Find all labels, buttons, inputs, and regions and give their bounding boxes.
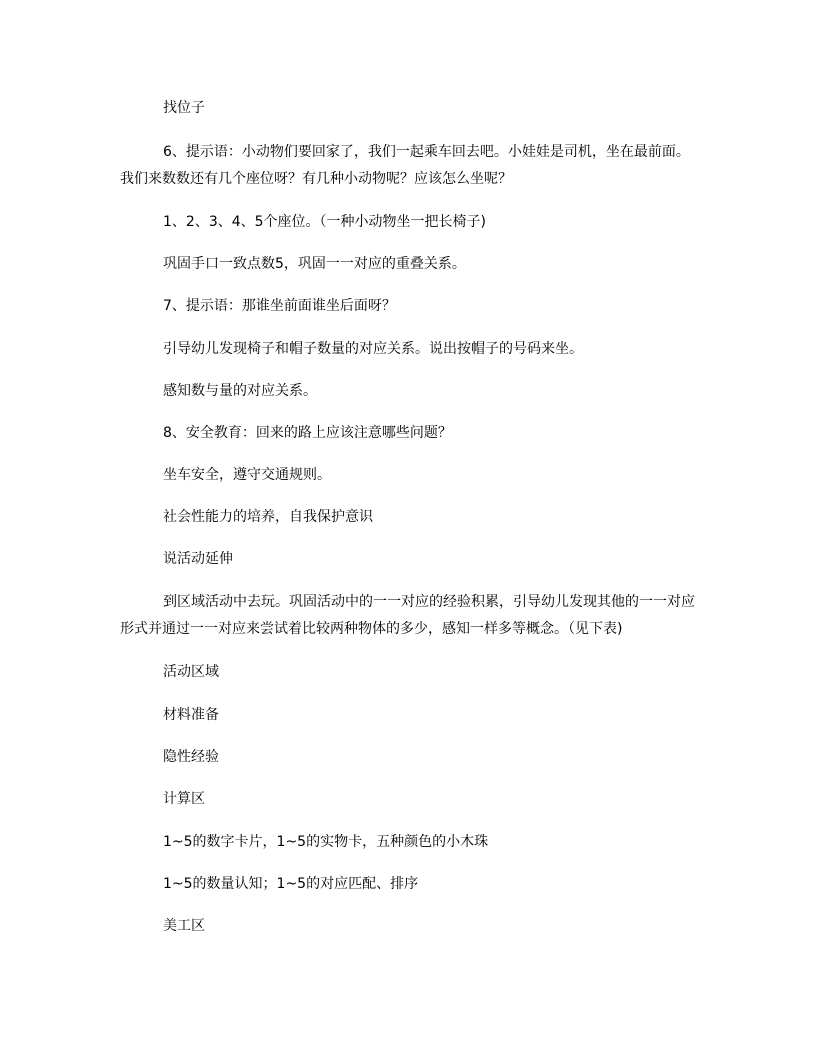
paragraph-seat-count: 1、2、3、4、5个座位。（一种小动物坐一把长椅子) bbox=[163, 214, 486, 230]
paragraph-step-6: 6、提示语：小动物们要回家了，我们一起乘车回去吧。小娃娃是司机，坐在最前面。我们来数数还有几个座位呀？有几种小动物呢？应该怎么坐呢？ bbox=[120, 144, 690, 187]
paragraph-activity-extension: 到区域活动中去玩。巩固活动中的一一对应的经验积累，引导幼儿发现其他的一一对应形式并通过一一对应来尝试着比较两种物体的多少，感知一样多等概念。（见下表) bbox=[120, 594, 695, 637]
paragraph-activity-area: 活动区域 bbox=[163, 664, 219, 680]
paragraph-guide-correspondence: 引导幼儿发现椅子和帽子数量的对应关系。说出按帽子的号码来坐。 bbox=[163, 341, 583, 357]
paragraph-math-materials: 1~5的数字卡片，1~5的实物卡，五种颜色的小木珠 bbox=[163, 834, 489, 850]
paragraph-find-seats: 找位子 bbox=[163, 100, 205, 116]
paragraph-social-skills: 社会性能力的培养，自我保护意识 bbox=[163, 509, 373, 525]
paragraph-consolidate-counting: 巩固手口一致点数5，巩固一一对应的重叠关系。 bbox=[163, 256, 466, 272]
paragraph-math-area: 计算区 bbox=[163, 791, 205, 807]
paragraph-materials: 材料准备 bbox=[163, 707, 219, 723]
paragraph-step-8: 8、安全教育：回来的路上应该注意哪些问题？ bbox=[163, 425, 452, 441]
paragraph-activity-extension-heading: 说活动延伸 bbox=[163, 551, 233, 567]
paragraph-number-quantity: 感知数与量的对应关系。 bbox=[163, 383, 317, 399]
paragraph-traffic-rules: 坐车安全，遵守交通规则。 bbox=[163, 467, 331, 483]
paragraph-step-7: 7、提示语：那谁坐前面谁坐后面呀？ bbox=[163, 298, 396, 314]
paragraph-math-experience: 1~5的数量认知；1~5的对应匹配、排序 bbox=[163, 876, 419, 892]
paragraph-implicit-experience: 隐性经验 bbox=[163, 749, 219, 765]
paragraph-art-area: 美工区 bbox=[163, 918, 205, 934]
